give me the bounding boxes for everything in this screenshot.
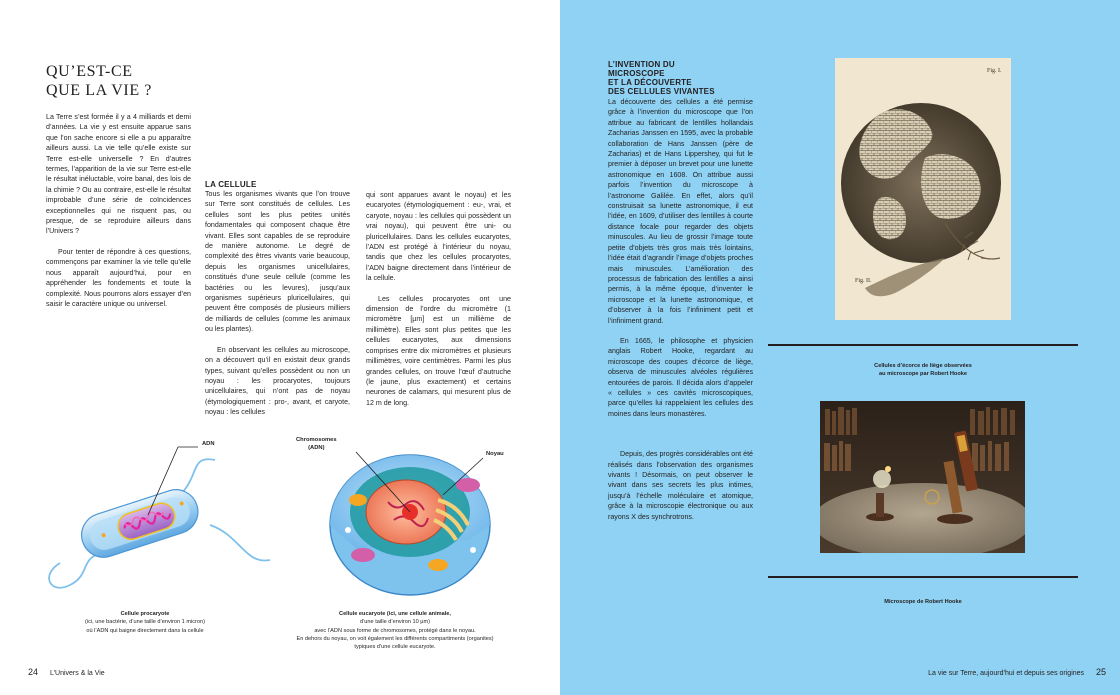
caption-procaryote-line-1: Cellule procaryote [120, 611, 170, 617]
right-page [560, 0, 1120, 695]
right-footer [928, 668, 1106, 678]
caption-eucaryote-line-5: typiques d’une cellule eucaryote. [354, 644, 436, 651]
cell-section [205, 180, 350, 418]
caption-procaryote-line-2: (ici, une bactérie, d’une taille d’environ 1 micron) [84, 619, 205, 626]
cell-heading: LA CELLULE [205, 180, 257, 189]
plate-fig1-label: Fig. I. [987, 68, 1002, 74]
caption-liege-line-1: Cellules d’écorce de liège observées [874, 363, 972, 369]
caption-liege [833, 362, 1013, 379]
left-running-title: L’Univers & la Vie [49, 670, 105, 677]
prokaryote-cell-illustration [40, 435, 290, 605]
caption-liege-line-2: au microscope par Robert Hooke [879, 371, 967, 378]
hooke-microscope-photo [820, 401, 1025, 553]
cell-col1-paragraph-2: En observant les cellules au microscope, on a découvert qu’il en existait deux grands types, suivant qu’elles possèdent ou non un noyau : les procaryotes, toujours unicellulaires, qui n’ont pas de noyau (étymologiquement : pro-, avant, et caryote, noyau : les cellules [205, 345, 350, 417]
caption-eucaryote [275, 610, 515, 651]
caption-microscope: Microscope de Robert Hooke [884, 599, 962, 605]
microscope-paragraph-1: La découverte des cellules a été permise grâce à l’invention du microscope que l’on attribue au fabricant de lentilles hollandais Zacharias Janssen en 1595, avec la probable collaboration de Hans Janssen (père de Zacharias) et de Hans Lippershey, qui fut le premier à déposer un brevet pour une lunette astronomique en 1608. On attribue aussi parfois l’invention du microscope à l’astronome Galilée. En effet, alors qu’il construisait sa lunette astronomique, il eut l’idée, en 1609, d’utiliser des lentilles à courte distance focale pour regarder des objets minuscules. Au lieu de grossir l’image toute petite d’objets très gros mais très lointains, l’idée était d’agrandir l’image d’objets proches mais minuscules. L’amélioration des processus de fabrication des lentilles a ainsi permis, à la même époque, d’inventer le microscope et la lunette astronomique, et d’observer à la fois l’infiniment petit et l’infiniment grand. [608, 98, 753, 325]
caption-eucaryote-line-4: En dehors du noyau, on voit également les différents compartiments (organites) [296, 635, 494, 642]
cell-col2-paragraph-1: qui sont apparues avant le noyau) et les eucaryotes (étymologiquement : eu-, vrai, et caryote, noyau : les cellules qui possèdent un vrai noyau), qui peuvent être uni- ou pluricellulaires. Dans les cellules eucaryotes, l’ADN est protégé à l’intérieur du noyau, tandis que chez les cellules procaryotes, l’ADN baigne directement dans l’intérieur de la cellule. [366, 191, 511, 283]
cork-cells-plate [835, 58, 1011, 320]
cell-col2-paragraph-2: Les cellules procaryotes ont une dimension de l’ordre du micromètre (1 micromètre [µm] est un millième de millimètre). Elles sont plus petites que les cellules eucaryotes, aux dimensions comprises entre dix micromètres et plusieurs millimètres, voire centimètres. Parmi les plus grandes cellules, on trouve l’œuf d’autruche (le jaune, plus exactement) et certains neurones de calamars, qui mesurent plus de 12 m de long. [366, 294, 511, 407]
caption-procaryote-line-3: où l’ADN qui baigne directement dans la cellule [86, 627, 204, 634]
intro-text [46, 112, 191, 309]
cell-col1-paragraph-1: Tous les organismes vivants que l’on trouve sur Terre sont constitués de cellules. Les cellules sont les plus petites unités fondamentales qui composent chaque être vivant. Elles sont capables de se reproduire de manière autonome. Le degré de complexité des êtres vivants varie beaucoup, depuis les organismes unicellulaires, constitués d’une seule cellule (comme les bactéries ou les levures), jusqu’aux organismes supérieurs pluricellulaires, qui peuvent être composés de plusieurs milliers de milliards de cellules (comme les animaux ou les plantes). [205, 190, 350, 334]
left-footer [28, 668, 105, 678]
page-title [46, 62, 152, 100]
chromosomes-label-line-2: (ADN) [308, 444, 325, 451]
eukaryote-cell-illustration [318, 440, 508, 610]
heading-line-2: MICROSCOPE [608, 69, 665, 78]
right-page-number: 25 [1095, 667, 1106, 677]
noyau-label: Noyau [486, 451, 504, 457]
chromosomes-label-line-1: Chromosomes [296, 437, 337, 443]
caption-procaryote [60, 610, 230, 635]
left-page-number: 24 [28, 667, 39, 677]
microscope-paragraph-3: Depuis, des progrès considérables ont été réalisés dans l’observation des organismes vivants ! Désormais, on peut observer le vivant dans ses secrets les plus intimes, jusqu’à l’échelle moléculaire et atomique, grâce à la microscopie électronique ou aux rayons X des synchrotrons. [608, 450, 753, 521]
intro-paragraph-2: Pour tenter de répondre à ces questions, commençons par examiner la vie telle qu’elle nous apparaît aujourd’hui, pour en appréhender les fondements et toute la complexité. Nous pourrons alors essayer d’en saisir le caractère unique ou universel. [46, 247, 191, 308]
chromosomes-label [296, 437, 337, 452]
plate-fig2-label: Fig. II. [855, 278, 872, 284]
microscope-heading [608, 60, 768, 96]
title-line-1: QU’EST-CE [46, 63, 133, 80]
right-running-title: La vie sur Terre, aujourd’hui et depuis ses origines [928, 670, 1085, 677]
caption-eucaryote-line-1: Cellule eucaryote (ici, une cellule animale, [339, 611, 451, 617]
heading-line-3: ET LA DÉCOUVERTE [608, 78, 692, 87]
title-line-2: QUE LA VIE ? [46, 82, 152, 99]
microscope-paragraph-2: En 1665, le philosophe et physicien anglais Robert Hooke, regardant au microscope des coupes d’écorce de liège, observa de minuscules alvéoles régulières entourées de parois. Il décida alors d’appeler « cellules » ces cavités microscopiques, parce qu’elles lui rappelaient les cellules des moines dans leurs monastères. [608, 336, 753, 418]
divider-1 [768, 344, 1078, 346]
heading-line-4: DES CELLULES VIVANTES [608, 87, 715, 96]
adn-label: ADN [202, 441, 215, 447]
heading-line-1: L’INVENTION DU [608, 60, 675, 69]
cell-column-2 [366, 190, 511, 408]
microscope-text [608, 97, 753, 522]
intro-paragraph-1: La Terre s’est formée il y a 4 milliards et demi d’années. La vie y est ensuite apparue sans que l’on sache encore si elle a pu apparaître ailleurs aussi. La vie telle qu’elle existe sur Terre est-elle universelle ? En d’autres termes, l’apparition de la vie sur Terre est-elle le résultat inéluctable, voire banal, des lois de la chimie ? Ou au contraire, est-elle le résultat improbable d’une série de coïncidences exceptionnelles qui ne risquent pas, ou presque, de se reproduire ailleurs dans l’Univers ? [46, 113, 191, 236]
caption-eucaryote-line-2: d’une taille d’environ 10 µm) [359, 619, 431, 626]
caption-eucaryote-line-3: avec l’ADN sous forme de chromosomes, protégé dans le noyau. [314, 627, 476, 634]
cell-column-1 [205, 189, 350, 418]
divider-2 [768, 576, 1078, 578]
